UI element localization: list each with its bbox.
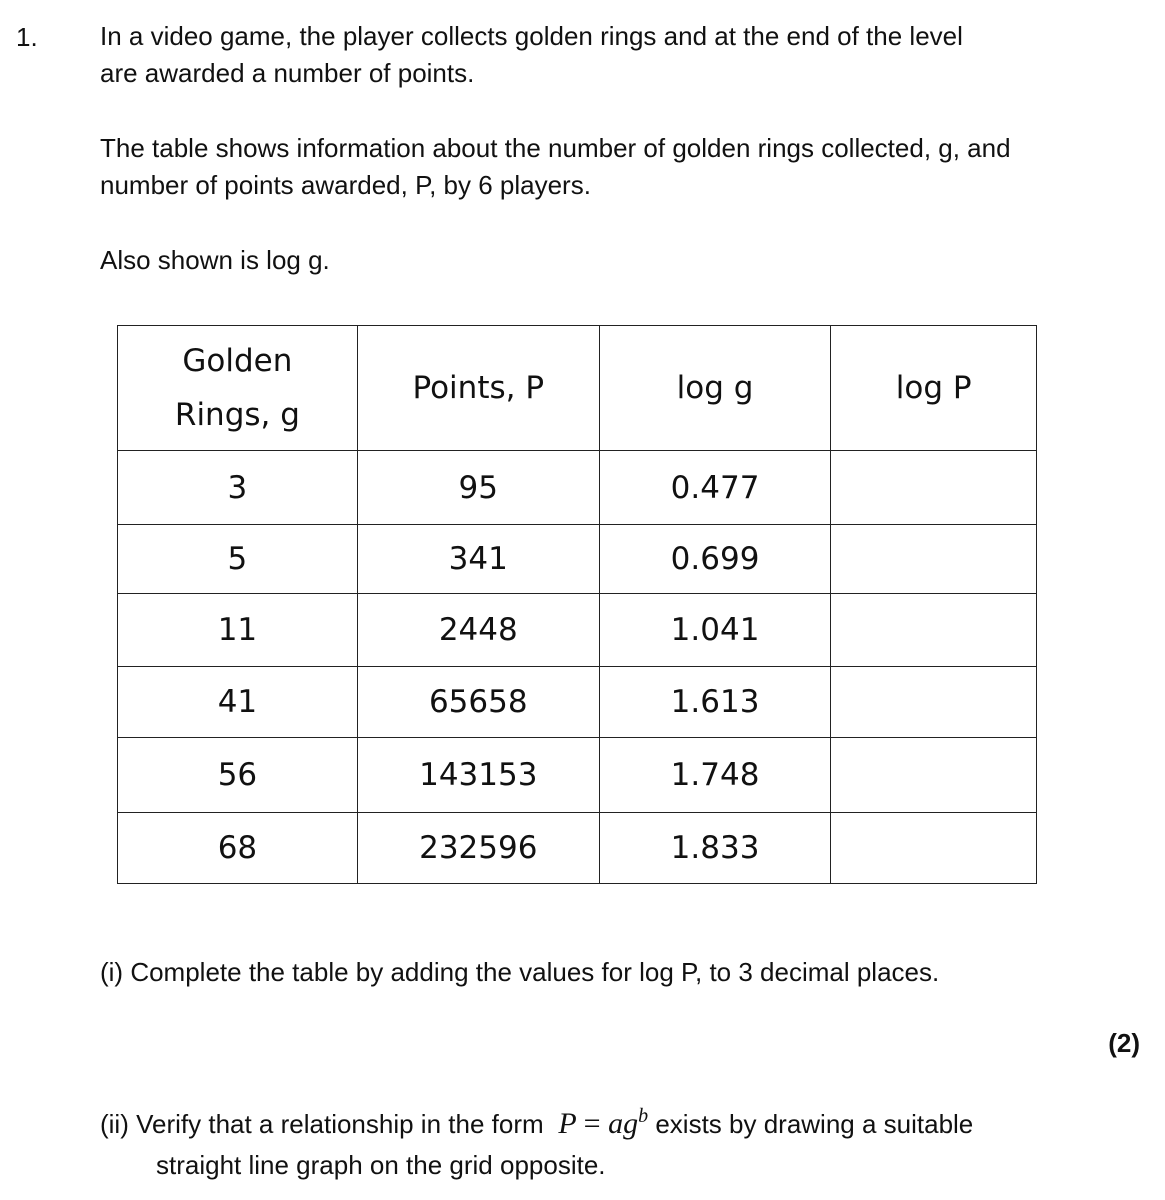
header-log-g: log g bbox=[599, 326, 831, 451]
formula-lhs: P bbox=[558, 1107, 577, 1140]
cell-log-g: 1.041 bbox=[599, 594, 831, 667]
cell-golden-rings: 41 bbox=[118, 667, 358, 738]
header-points: Points, P bbox=[357, 326, 599, 451]
cell-log-g: 0.477 bbox=[599, 451, 831, 525]
cell-points: 341 bbox=[357, 525, 599, 594]
cell-golden-rings: 3 bbox=[118, 451, 358, 525]
cell-log-p[interactable] bbox=[831, 594, 1037, 667]
cell-log-g: 1.748 bbox=[599, 738, 831, 813]
cell-points: 65658 bbox=[357, 667, 599, 738]
part-ii-after: exists by drawing a suitable bbox=[655, 1109, 974, 1139]
header-golden-rings-line-1: Golden bbox=[182, 343, 293, 379]
table-row bbox=[118, 525, 1037, 594]
part-ii-formula bbox=[551, 1107, 648, 1140]
cell-points: 2448 bbox=[357, 594, 599, 667]
table-row bbox=[118, 451, 1037, 525]
intro-line-2: are awarded a number of points. bbox=[100, 58, 475, 88]
cell-points: 232596 bbox=[357, 813, 599, 884]
data-table bbox=[117, 325, 1037, 884]
intro-line-1: In a video game, the player collects golden rings and at the end of the level bbox=[100, 21, 963, 51]
also-shown-text: Also shown is log g. bbox=[100, 245, 330, 275]
table-description-line-2: number of points awarded, P, by 6 players. bbox=[100, 170, 591, 200]
table-row bbox=[118, 667, 1037, 738]
header-golden-rings bbox=[118, 326, 358, 451]
cell-points: 95 bbox=[357, 451, 599, 525]
table-description bbox=[100, 130, 1140, 204]
table-row bbox=[118, 594, 1037, 667]
cell-log-p[interactable] bbox=[831, 451, 1037, 525]
cell-golden-rings: 11 bbox=[118, 594, 358, 667]
cell-log-p[interactable] bbox=[831, 525, 1037, 594]
part-i-marks: (2) bbox=[1108, 1028, 1140, 1058]
header-golden-rings-line-2: Rings, g bbox=[174, 397, 300, 433]
header-log-p: log P bbox=[831, 326, 1037, 451]
cell-log-p[interactable] bbox=[831, 667, 1037, 738]
part-ii-intro: (ii) Verify that a relationship in the form bbox=[100, 1109, 544, 1139]
cell-points: 143153 bbox=[357, 738, 599, 813]
question-number: 1. bbox=[16, 22, 38, 52]
cell-log-g: 0.699 bbox=[599, 525, 831, 594]
part-i-text: (i) Complete the table by adding the values for log P, to 3 decimal places. bbox=[100, 957, 940, 987]
part-ii-line-2: straight line graph on the grid opposite. bbox=[156, 1150, 606, 1180]
cell-golden-rings: 68 bbox=[118, 813, 358, 884]
table-row bbox=[118, 813, 1037, 884]
table-description-line-1: The table shows information about the number of golden rings collected, g, and bbox=[100, 133, 1011, 163]
cell-log-p[interactable] bbox=[831, 738, 1037, 813]
formula-exponent: b bbox=[638, 1105, 649, 1127]
table-row bbox=[118, 738, 1037, 813]
cell-log-g: 1.833 bbox=[599, 813, 831, 884]
cell-golden-rings: 56 bbox=[118, 738, 358, 813]
formula-equals: = bbox=[583, 1107, 601, 1140]
cell-log-g: 1.613 bbox=[599, 667, 831, 738]
cell-golden-rings: 5 bbox=[118, 525, 358, 594]
table-header-row bbox=[118, 326, 1037, 451]
formula-rhs: ag bbox=[608, 1107, 639, 1140]
part-ii-text bbox=[100, 1096, 1140, 1186]
intro-paragraph bbox=[100, 18, 1140, 92]
cell-log-p[interactable] bbox=[831, 813, 1037, 884]
